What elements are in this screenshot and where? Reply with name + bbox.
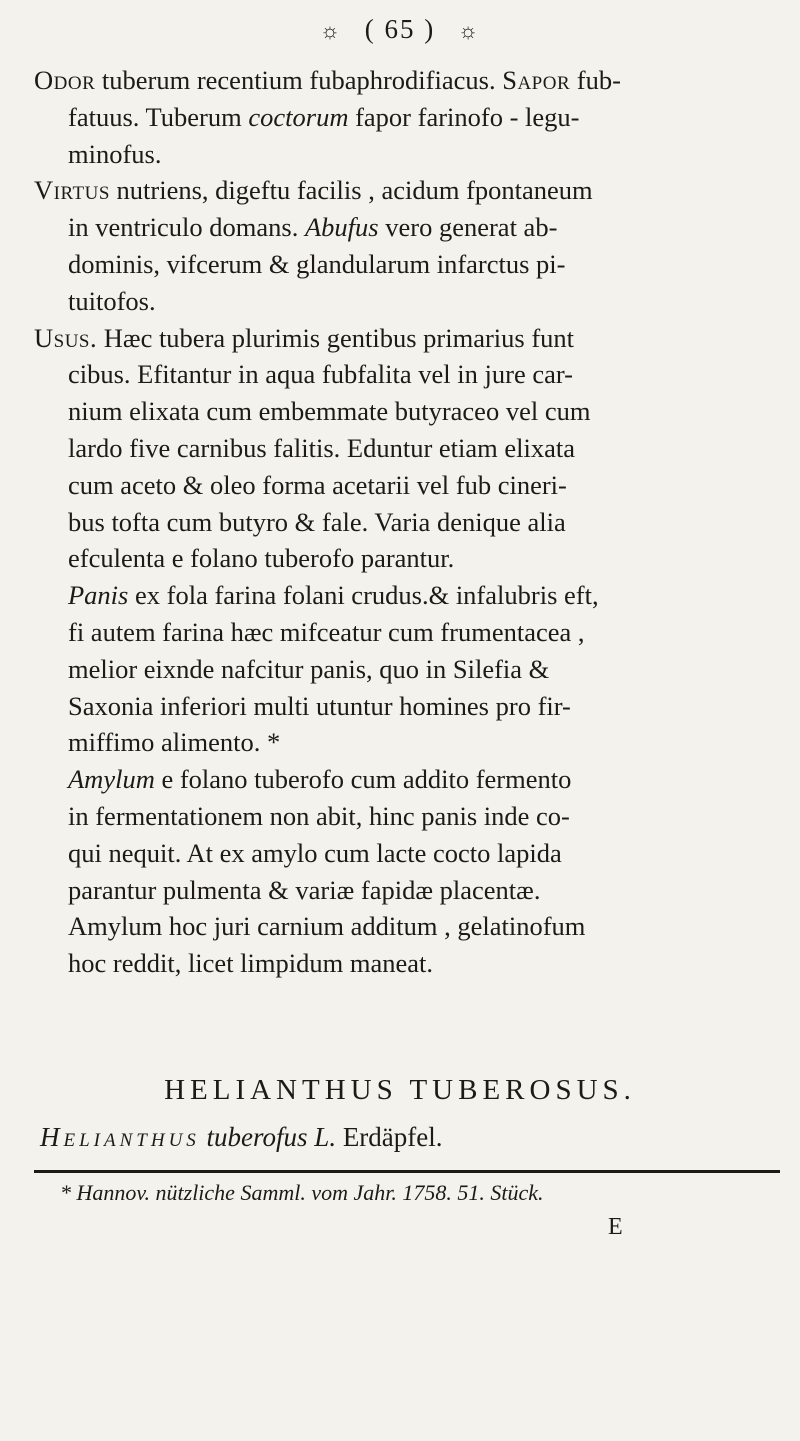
ornament-right-icon: ☼ — [457, 18, 481, 43]
body-text — [34, 62, 780, 982]
panis-label: Panis — [68, 580, 129, 611]
paragraph-amylum: Amylum e folano tuberofo cum addito fermento in fermentationem non abit, hinc panis inde co- qui nequit. At ex amylo cum lacte cocto lapida parantur pulmenta & variæ fapidæ placentæ. Amylum hoc juri carnium additum , gelatinofum hoc reddit, licet limpidum maneat. — [68, 764, 586, 979]
signature-mark: E — [608, 1214, 623, 1240]
amylum-label: Amylum — [68, 764, 155, 795]
page-header — [0, 14, 800, 45]
footnote: * Hannov. nützliche Samml. vom Jahr. 1758. 51. Stück. — [60, 1180, 544, 1205]
paragraph-virtus: Virtus nutriens, digeftu facilis , acidum fpontaneum in ventriculo domans. Abufus vero generat ab- dominis, vifcerum & glandularum infarctus pi- tuitofos. — [34, 175, 593, 316]
paragraph-usus: Usus. Hæc tubera plurimis gentibus primarius funt cibus. Efitantur in aqua fubfalita vel in jure car- nium elixata cum embemmate butyraceo vel cum lardo five carnibus falitis. Eduntur etiam elixata cum aceto & oleo forma acetarii vel fub cineri- bus tofta cum butyro & fale. Varia denique alia efculenta e folano tuberofo parantur. — [34, 322, 591, 574]
german-name: Erdäpfel. — [342, 1122, 443, 1152]
virtus-label: Virtus — [34, 175, 110, 206]
sapor-label: Sapor — [502, 65, 571, 95]
odor-label: Odor — [34, 65, 96, 95]
section-title: HELIANTHUS TUBEROSUS. — [164, 1074, 636, 1106]
species-subtitle — [40, 1122, 443, 1153]
genus-name: Helianthus — [40, 1122, 200, 1152]
footnote-divider — [34, 1170, 780, 1173]
paragraph-panis: Panis ex fola farina folani crudus.& infalubris eft, fi autem farina hæc mifceatur cum frumentacea , melior eixnde nafcitur panis, quo in Silefia & Saxonia inferiori multi utuntur homines pro fir- miffimo alimento. * — [68, 580, 599, 758]
species-name: tuberofus L. — [199, 1122, 343, 1152]
usus-label: Usus. — [34, 322, 98, 353]
paragraph-odor: Odor tuberum recentium fubaphrodifiacus. Sapor fub- fatuus. Tuberum coctorum fapor farinofo - legu- minofus. — [34, 65, 621, 169]
ornament-left-icon: ☼ — [319, 18, 342, 43]
page-number: ( 65 ) — [364, 14, 436, 44]
